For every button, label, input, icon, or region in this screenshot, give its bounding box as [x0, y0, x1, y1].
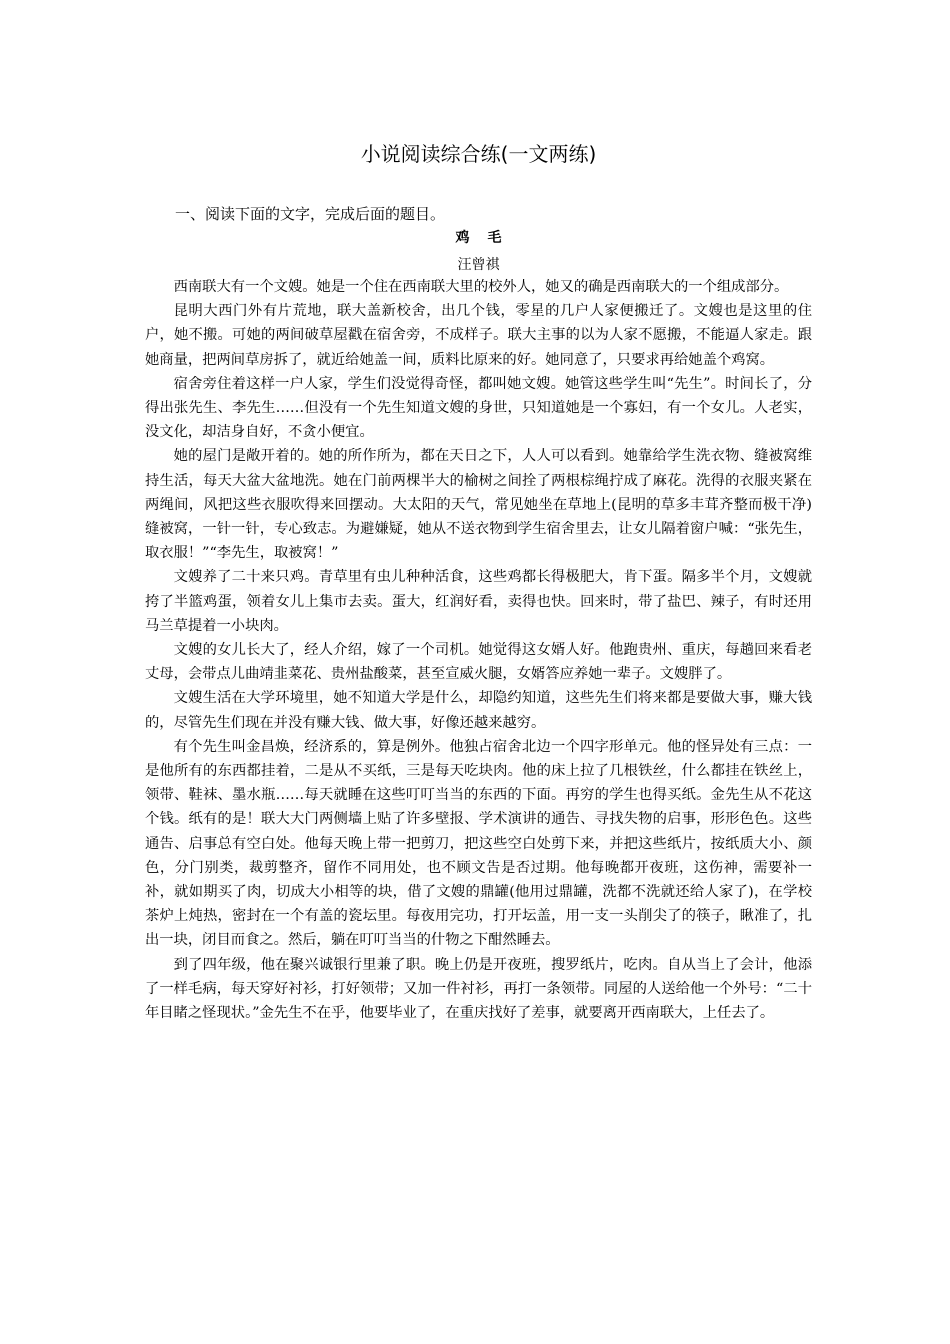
- paragraph: 文嫂生活在大学环境里，她不知道大学是什么，却隐约知道，这些先生们将来都是要做大事，赚大钱的，尽管先生们现在并没有赚大钱、做大事，好像还越来越穷。: [145, 690, 812, 731]
- document-title: 小说阅读综合练(一文两练): [360, 142, 597, 166]
- paragraph: 到了四年级，他在聚兴诚银行里兼了职。晚上仍是开夜班，搜罗纸片，吃肉。自从当上了会计，他添了一样毛病，每天穿好衬衫，打好领带；又加一件衬衫，再打一条领带。同屋的人送给他一个外号：“二十年目睹之怪现状。”金先生不在乎，他要毕业了，在重庆找好了差事，就要离开西南联大，上任去了。: [145, 956, 812, 1022]
- paragraph: 她的屋门是敞开着的。她的所作所为，都在天日之下，人人可以看到。她靠给学生洗衣物、缝被窝维持生活，每天大盆大盆地洗。她在门前两棵半大的榆树之间拴了两根棕绳拧成了麻花。洗得的衣服夹紧在两绳间，风把这些衣服吹得来回摆动。大太阳的天气，常见她坐在草地上(昆明的草多丰茸齐整而极干净)缝被窝，一针一针，专心致志。为避嫌疑，她从不送衣物到学生宿舍里去，让女儿隔着窗户喊：“张先生，取衣服！”“李先生，取被窝！”: [145, 448, 812, 562]
- paragraph: 昆明大西门外有片荒地，联大盖新校舍，出几个钱，零星的几户人家便搬迁了。文嫂也是这里的住户，她不搬。可她的两间破草屋戳在宿舍旁，不成样子。联大主事的以为人家不愿搬，不能逼人家走。跟她商量，把两间草房拆了，就近给她盖一间，质料比原来的好。她同意了，只要求再给她盖个鸡窝。: [145, 303, 812, 368]
- story-title: 鸡毛: [455, 230, 520, 246]
- story-author: 汪曾祺: [457, 257, 500, 273]
- paragraph: 文嫂养了二十来只鸡。青草里有虫儿种种活食，这些鸡都长得极肥大，肯下蛋。隔多半个月，文嫂就挎了半篮鸡蛋，领着女儿上集市去卖。蛋大，红润好看，卖得也快。回来时，带了盐巴、辣子，有时还用马兰草提着一小块肉。: [145, 569, 812, 634]
- section-heading: 一、阅读下面的文字，完成后面的题目。: [175, 205, 446, 223]
- story-body: [145, 275, 812, 1025]
- paragraph: 宿舍旁住着这样一户人家，学生们没觉得奇怪，都叫她文嫂。她管这些学生叫“先生”。时间长了，分得出张先生、李先生……但没有一个先生知道文嫂的身世，只知道她是一个寡妇，有一个女儿。人老实，没文化，却洁身自好，不贪小便宜。: [145, 375, 812, 441]
- paragraph: 西南联大有一个文嫂。她是一个住在西南联大里的校外人，她又的确是西南联大的一个组成部分。: [173, 279, 789, 295]
- paragraph: 有个先生叫金昌焕，经济系的，算是例外。他独占宿舍北边一个四字形单元。他的怪异处有三点：一是他所有的东西都挂着，二是从不买纸，三是每天吃块肉。他的床上拉了几根铁丝，什么都挂在铁丝上，领带、鞋袜、墨水瓶……每天就睡在这些叮叮当当的东西的下面。再穷的学生也得买纸。金先生从不花这个钱。纸有的是！联大大门两侧墙上贴了许多壁报、学术演讲的通告、寻找失物的启事，形形色色。这些通告、启事总有空白处。他每天晚上带一把剪刀，把这些空白处剪下来，并把这些纸片，按纸质大小、颜色，分门别类，裁剪整齐，留作不同用处，也不顾文告是否过期。他每晚都开夜班，这伤神，需要补一补，就如期买了肉，切成大小相等的块，借了文嫂的鼎罐(他用过鼎罐，洗都不洗就还给人家了)，在学校茶炉上炖热，密封在一个有盖的瓷坛里。每夜用完功，打开坛盖，用一支一头削尖了的筷子，瞅准了，扎出一块，闭目而食之。然后，躺在叮叮当当的什物之下酣然睡去。: [145, 738, 812, 949]
- paragraph: 文嫂的女儿长大了，经人介绍，嫁了一个司机。她觉得这女婿人好。他跑贵州、重庆，每趟回来看老丈母，会带点儿曲靖韭菜花、贵州盐酸菜，甚至宣威火腿，女婿答应养她一辈子。文嫂胖了。: [145, 642, 812, 683]
